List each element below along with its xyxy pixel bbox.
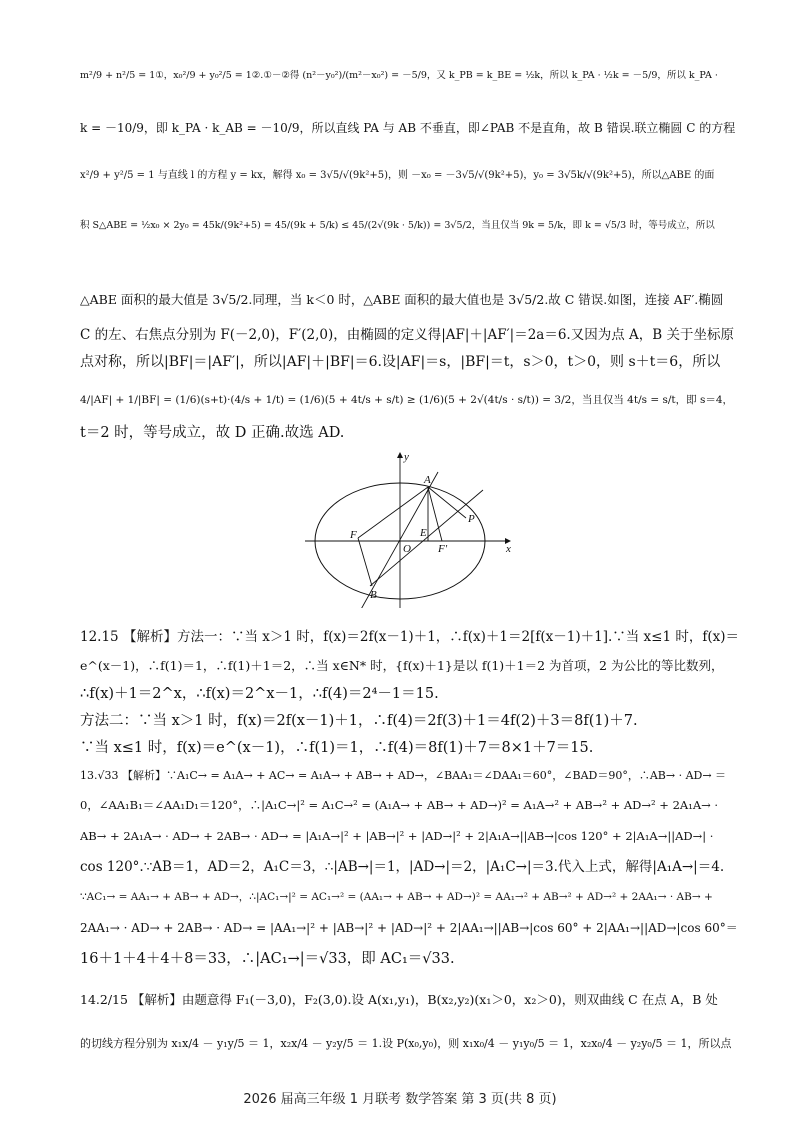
- segment-bf: [358, 538, 372, 586]
- ellipse-figure: [300, 448, 520, 608]
- text-line: 方法二：∵当 x＞1 时，f(x)＝2f(x－1)＋1，∴f(4)＝2f(3)＋1＝4f(2)＋3＝8f(1)＋7.: [80, 713, 638, 729]
- text-line: ∴f(x)＋1＝2^x，∴f(x)＝2^x－1，∴f(4)＝2⁴－1＝15.: [80, 686, 439, 702]
- text-line: cos 120°.∵AB＝1，AD＝2，A₁C＝3，∴|AB→|＝1，|AD→|＝2，|A₁C→|＝3.代入上式，解得|A₁A→|＝4.: [80, 859, 725, 875]
- text-line: △ABE 面积的最大值是 3√5/2.同理，当 k＜0 时，△ABE 面积的最大值也是 3√5/2.故 C 错误.如图，连接 AF′.椭圆: [80, 292, 724, 307]
- text-line: C 的左、右焦点分别为 F(－2,0)，F′(2,0)，由椭圆的定义得|AF|＋|AF′|＝2a＝6.又因为点 A，B 关于坐标原: [80, 327, 734, 343]
- text-line: 积 S△ABE = ½x₀ × 2y₀ = 45k/(9k²+5) = 45/(9k + 5/k) ≤ 45/(2√(9k · 5/k)) = 3√5/2，当且仅当 9k = 5/k，即 k = √5/3 时，等号成立，所以: [80, 220, 715, 231]
- label-p: P: [468, 513, 475, 525]
- text-line: ∵当 x≤1 时，f(x)＝e^(x－1)，∴f(1)＝1，∴f(4)＝8f(1)＋7＝8×1＋7＝15.: [80, 740, 594, 756]
- label-f: F: [350, 529, 357, 541]
- text-line: t＝2 时，等号成立，故 D 正确.故选 AD.: [80, 425, 345, 441]
- text-line: e^(x－1)，∴f(1)＝1，∴f(1)＋1＝2，∴当 x∈N* 时，{f(x)＋1}是以 f(1)＋1＝2 为首项，2 为公比的等比数列，: [80, 658, 724, 673]
- segment-af: [358, 487, 428, 538]
- text-line: 14.2/15 【解析】由题意得 F₁(－3,0)，F₂(3,0).设 A(x₁,y₁)，B(x₂,y₂)(x₁＞0，x₂＞0)，则双曲线 C 在点 A，B 处: [80, 992, 718, 1007]
- text-line: 0，∠AA₁B₁＝∠AA₁D₁＝120°，∴|A₁C→|² = A₁C→² = (A₁A→ + AB→ + AD→)² = A₁A→² + AB→² + AD→² + 2A₁A→ ·: [80, 798, 719, 812]
- segment-ap: [428, 487, 466, 518]
- text-line: k = －10/9，即 k_PA · k_AB = －10/9，所以直线 PA 与 AB 不垂直，即∠PAB 不是直角，故 B 错误.联立椭圆 C 的方程: [80, 121, 736, 135]
- y-axis-arrow: [397, 452, 403, 458]
- text-line: m²/9 + n²/5 = 1①，x₀²/9 + y₀²/5 = 1②.①－②得 (n²－y₀²)/(m²－x₀²) = －5/9，又 k_PB = k_BE = ½k，所以 k_PA · ½k = －5/9，所以 k_PA ·: [80, 70, 718, 81]
- label-b: B: [370, 589, 377, 601]
- text-line: 4/|AF| + 1/|BF| = (1/6)(s+t)·(4/s + 1/t) = (1/6)(5 + 4t/s + s/t) ≥ (1/6)(5 + 2√(4t/s · s/t)) = 3/2，当且仅当 4t/s = s/t，即 s＝4，: [80, 394, 734, 406]
- label-x: x: [506, 543, 511, 555]
- text-line: ∵AC₁→ = AA₁→ + AB→ + AD→，∴|AC₁→|² = AC₁→² = (AA₁→ + AB→ + AD→)² = AA₁→² + AB→² + AD→² + 2AA₁→ · AB→ +: [80, 891, 713, 903]
- text-line: 的切线方程分别为 x₁x/4 － y₁y/5 ＝ 1，x₂x/4 － y₂y/5 ＝ 1.设 P(x₀,y₀)，则 x₁x₀/4 － y₁y₀/5 ＝ 1，x₂x₀/4 － y₂y₀/5 ＝ 1，所以点: [80, 1037, 732, 1050]
- text-line: 13.√33 【解析】∵A₁C→ = A₁A→ + AC→ = A₁A→ + AB→ + AD→，∠BAA₁＝∠DAA₁＝60°，∠BAD＝90°，∴AB→ · AD→ ＝: [80, 769, 727, 782]
- page-footer: 2026 届高三年级 1 月联考 数学答案 第 3 页(共 8 页): [243, 1092, 557, 1107]
- text-line: 16＋1＋4＋4＋8＝33，∴|AC₁→|＝√33，即 AC₁＝√33.: [80, 951, 455, 967]
- label-a: A: [424, 474, 431, 486]
- label-o: O: [403, 543, 411, 555]
- line-ab: [355, 472, 438, 608]
- label-f-prime: F': [438, 543, 448, 555]
- text-line: 点对称，所以|BF|＝|AF′|，所以|AF|＋|BF|＝6.设|AF|＝s，|BF|＝t，s＞0，t＞0，则 s＋t＝6，所以: [80, 354, 721, 370]
- text-line: 12.15 【解析】方法一：∵当 x＞1 时，f(x)＝2f(x－1)＋1，∴f(x)＋1＝2[f(x－1)＋1].∵当 x≤1 时，f(x)＝: [80, 629, 739, 645]
- segment-af-prime: [428, 487, 442, 541]
- label-e: E: [420, 527, 427, 539]
- text-line: AB→ + 2A₁A→ · AD→ + 2AB→ · AD→ = |A₁A→|² + |AB→|² + |AD→|² + 2|A₁A→||AB→|cos 120° + 2|A₁A→||AD→| ·: [80, 829, 714, 843]
- label-y: y: [404, 451, 409, 463]
- text-line: 2AA₁→ · AD→ + 2AB→ · AD→ = |AA₁→|² + |AB→|² + |AD→|² + 2|AA₁→||AB→|cos 60° + 2|AA₁→||AD→|cos 60°＝: [80, 921, 738, 935]
- text-line: x²/9 + y²/5 = 1 与直线 l 的方程 y = kx，解得 x₀ = 3√5/√(9k²+5)，则 －x₀ = －3√5/√(9k²+5)，y₀ = 3√5k/√(9k²+5)，所以△ABE 的面: [80, 170, 715, 181]
